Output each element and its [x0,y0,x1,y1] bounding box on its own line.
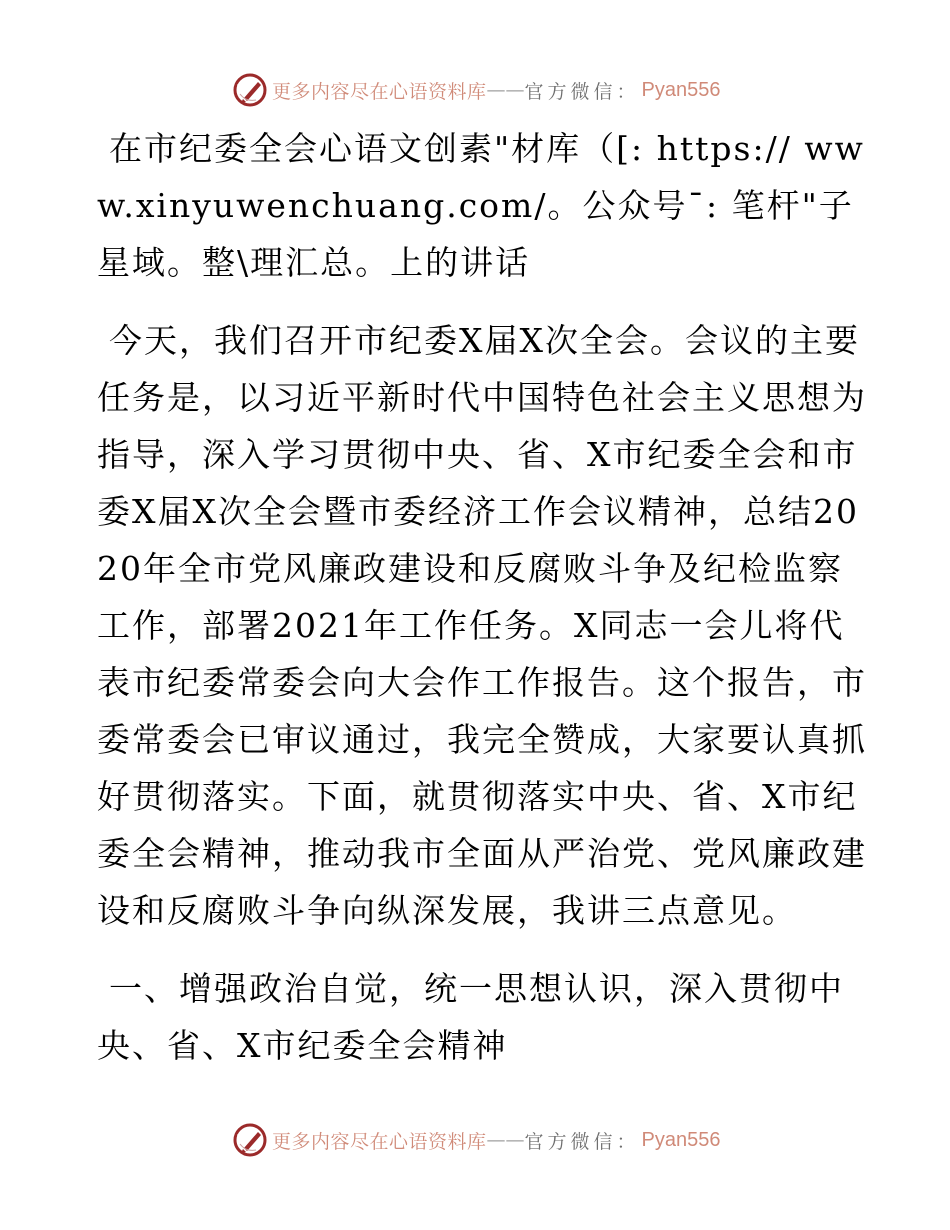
footer-watermark [232,1120,721,1160]
document-title: 在市纪委全会心语文创素"材库（[: https:// www.xinyuwenchuang.com/。公众号¯: 笔杆"子星域。整\理汇总。上的讲话 [97,129,865,282]
section-heading: 一、增强政治自觉，统一思想认识，深入贯彻中央、省、X市纪委全会精神 [97,969,844,1065]
watermark-wechat-id: Pyan556 [641,1128,721,1151]
watermark-wechat-label: 官方微信： [524,1130,640,1153]
watermark-wechat-id: Pyan556 [641,78,721,101]
watermark-site-text: 更多内容尽在心语资料库 [272,1130,487,1153]
quill-pen-logo-icon [232,1122,268,1158]
quill-pen-logo-icon [232,72,268,108]
watermark-site-text: 更多内容尽在心语资料库 [272,80,487,103]
header-watermark [232,70,721,110]
document-body [97,120,867,1074]
body-paragraph: 今天，我们召开市纪委X届X次全会。会议的主要任务是，以习近平新时代中国特色社会主义思想为指导，深入学习贯彻中央、省、X市纪委全会和市委X届X次全会暨市委经济工作会议精神，总结2020年全市党风廉政建设和反腐败斗争及纪检监察工作，部署2021年工作任务。X同志一会儿将代表市纪委常委会向大会作工作报告。这个报告，市委常委会已审议通过，我完全赞成，大家要认真抓好贯彻落实。下面，就贯彻落实中央、省、X市纪委全会精神，推动我市全面从严治党、党风廉政建设和反腐败斗争向纵深发展，我讲三点意见。 [97,321,867,930]
watermark-wechat-label: 官方微信： [524,80,640,103]
watermark-dash: —— [486,1129,525,1151]
watermark-dash: —— [486,79,525,101]
